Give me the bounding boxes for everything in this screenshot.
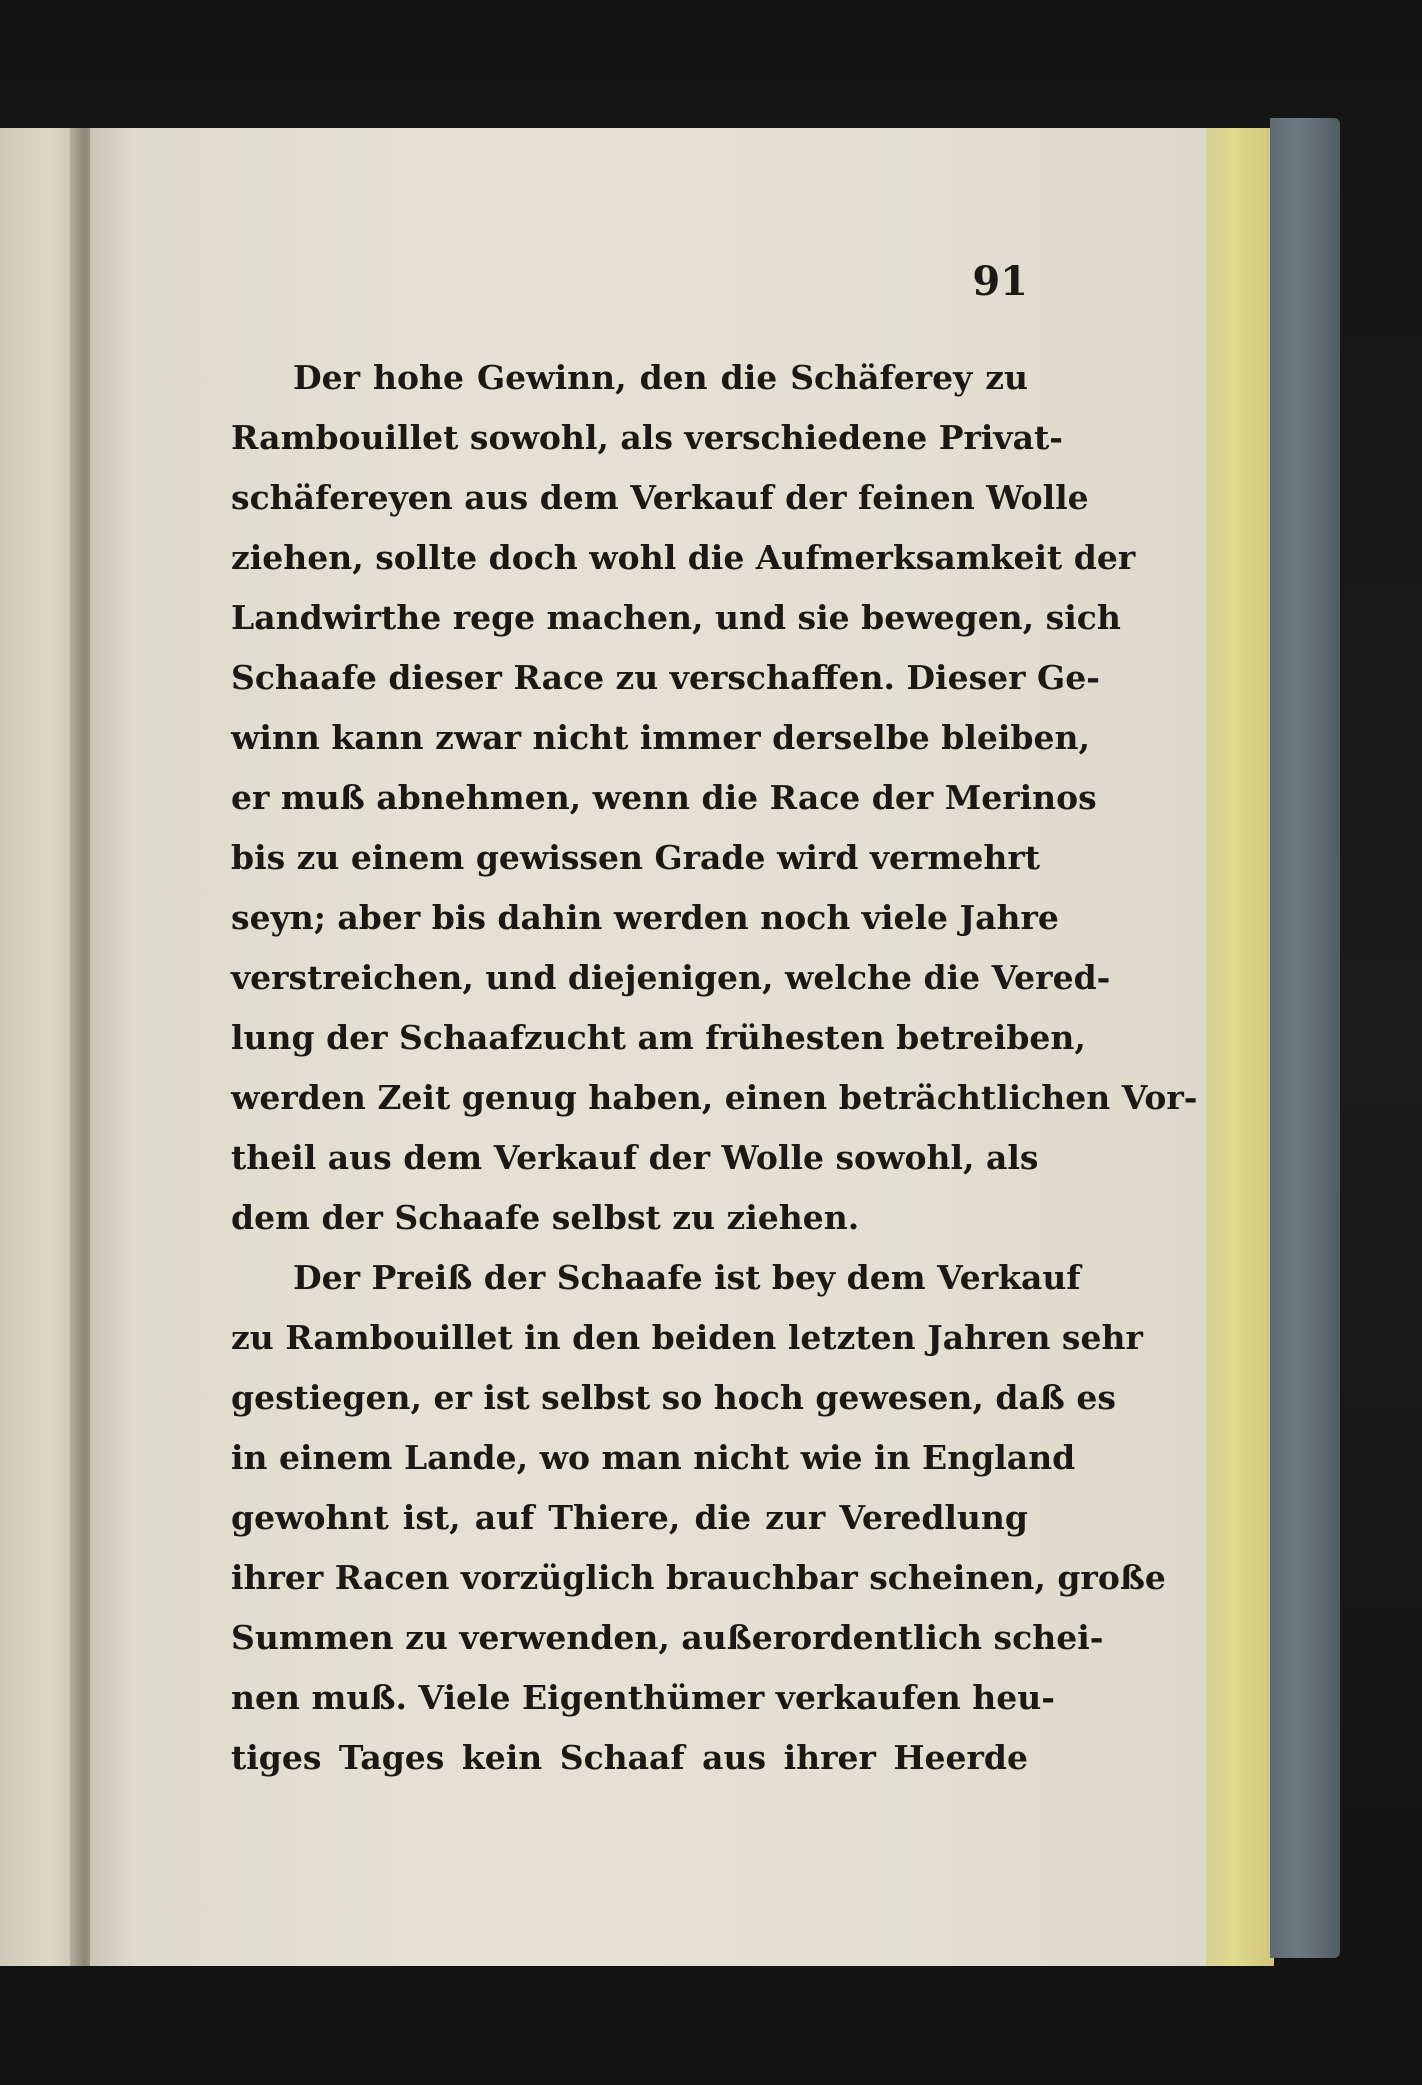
text-line: Der Preiß der Schaafe ist bey dem Verkauf xyxy=(293,1258,1081,1297)
text-line: Rambouillet sowohl, als verschiedene Privat- xyxy=(231,418,1063,457)
text-line: dem der Schaafe selbst zu ziehen. xyxy=(231,1198,860,1237)
body-text xyxy=(231,348,1198,1788)
text-line: Summen zu verwenden, außerordentlich schei- xyxy=(231,1618,1104,1657)
page-block-edge xyxy=(1206,128,1274,1966)
text-line: bis zu einem gewissen Grade wird vermehrt xyxy=(231,838,1040,877)
text-line: schäfereyen aus dem Verkauf der feinen Wolle xyxy=(231,478,1089,517)
text-line: in einem Lande, wo man nicht wie in England xyxy=(231,1438,1076,1477)
text-line: winn kann zwar nicht immer derselbe bleiben, xyxy=(231,718,1090,757)
text-line: Schaafe dieser Race zu verschaffen. Dieser Ge- xyxy=(231,658,1100,697)
text-line: nen muß. Viele Eigenthümer verkaufen heu- xyxy=(231,1678,1055,1717)
text-line: zu Rambouillet in den beiden letzten Jahren sehr xyxy=(231,1318,1143,1357)
text-line: gestiegen, er ist selbst so hoch gewesen, daß es xyxy=(231,1378,1116,1417)
text-line: lung der Schaafzucht am frühesten betreiben, xyxy=(231,1018,1086,1057)
text-line: theil aus dem Verkauf der Wolle sowohl, als xyxy=(231,1138,1039,1177)
text-line: Der hohe Gewinn, den die Schäferey zu xyxy=(293,358,1028,397)
text-line: seyn; aber bis dahin werden noch viele Jahre xyxy=(231,898,1059,937)
text-line: verstreichen, und diejenigen, welche die Vered- xyxy=(231,958,1111,997)
text-line: tiges Tages kein Schaaf aus ihrer Heerde xyxy=(231,1738,1028,1777)
text-line: er muß abnehmen, wenn die Race der Merinos xyxy=(231,778,1097,817)
text-line: gewohnt ist, auf Thiere, die zur Veredlung xyxy=(231,1498,1028,1537)
text-line: Landwirthe rege machen, und sie bewegen, sich xyxy=(231,598,1121,637)
text-line: werden Zeit genug haben, einen beträchtlichen Vor- xyxy=(231,1078,1198,1117)
page-number: 91 xyxy=(972,258,1028,305)
book-cover xyxy=(1270,118,1340,1958)
text-line: ziehen, sollte doch wohl die Aufmerksamkeit der xyxy=(231,538,1136,577)
text-line: ihrer Racen vorzüglich brauchbar scheinen, große xyxy=(231,1558,1166,1597)
